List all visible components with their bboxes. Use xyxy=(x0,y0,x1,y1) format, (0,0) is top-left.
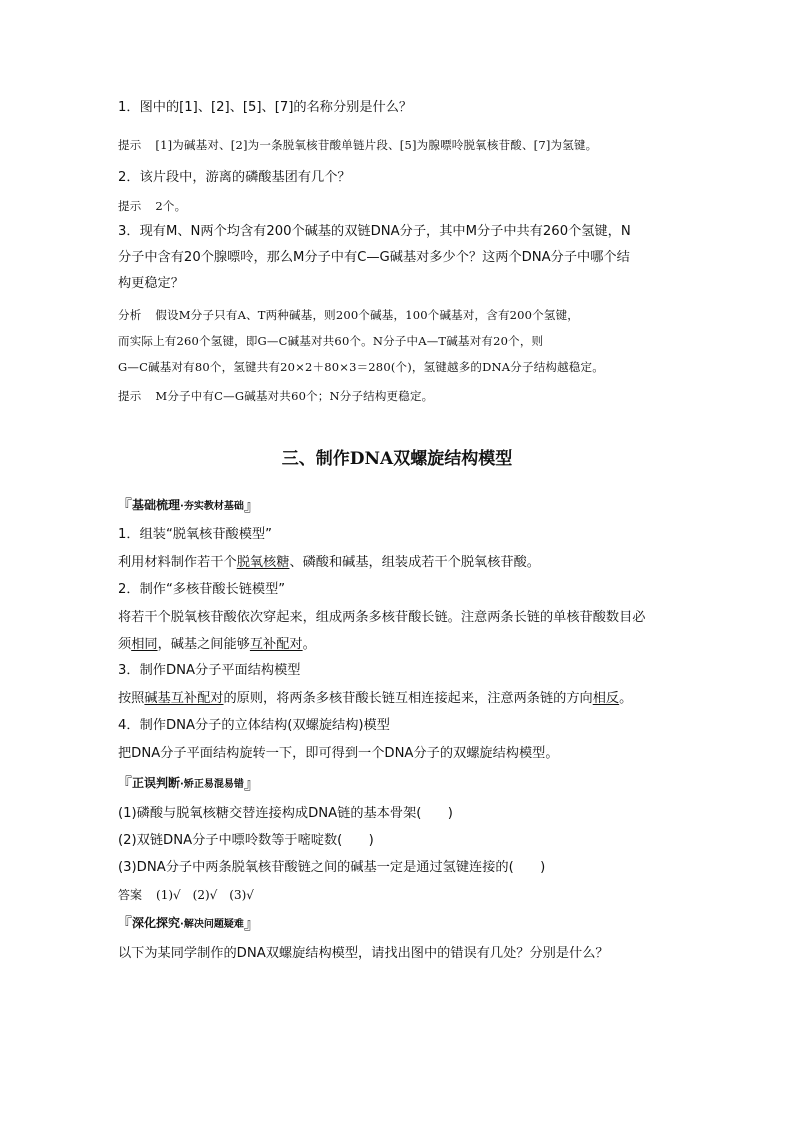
item4-title: 4．制作DNA分子的立体结构(双螺旋结构)模型 xyxy=(118,718,390,733)
text-part: 。 xyxy=(619,691,633,706)
tip-label: 提示 xyxy=(118,199,142,213)
text-part: ，碱基之间能够 xyxy=(157,637,250,652)
q1-question: 1．图中的[1]、[2]、[5]、[7]的名称分别是什么？ xyxy=(118,100,413,115)
bracket-open: 『 xyxy=(116,914,133,933)
analysis-label: 分析 xyxy=(118,308,142,322)
underlined-answer: 脱氧核糖 xyxy=(236,555,290,570)
q2-question: 2．该片段中，游离的磷酸基团有几个？ xyxy=(118,170,351,185)
underlined-answer: 相同 xyxy=(131,637,158,652)
bracket-open: 『 xyxy=(116,496,133,515)
section-basic-label xyxy=(116,496,260,516)
section-explore-label xyxy=(116,914,260,934)
underlined-answer: 碱基互补配对 xyxy=(144,691,224,706)
section-explore-title: 深化探究 xyxy=(132,916,181,930)
tip-text: 2个。 xyxy=(155,199,187,213)
item3-title: 3．制作DNA分子平面结构模型 xyxy=(118,663,301,678)
q3-question-line3: 构更稳定？ xyxy=(118,276,184,291)
bracket-close: 』 xyxy=(243,914,260,933)
item2-title: 2．制作“多核苷酸长链模型” xyxy=(118,582,286,597)
item1-title: 1．组装“脱氧核苷酸模型” xyxy=(118,527,272,542)
bracket-open: 『 xyxy=(116,774,133,793)
section-judge-sub: ·矫正易混易错 xyxy=(180,779,244,790)
text-part: 按照 xyxy=(118,691,145,706)
tip-text: M分子中有C—G碱基对共60个；N分子结构更稳定。 xyxy=(155,389,434,403)
text-part: 须 xyxy=(118,637,132,652)
item1-text xyxy=(118,553,540,573)
section-judge-title: 正误判断 xyxy=(132,776,181,790)
underlined-answer: 互补配对 xyxy=(249,637,303,652)
item4-text: 把DNA分子平面结构旋转一下，即可得到一个DNA分子的双螺旋结构模型。 xyxy=(118,746,559,761)
section-basic-title: 基础梳理 xyxy=(132,498,181,512)
bracket-close: 』 xyxy=(243,496,260,515)
answer-text: (1)√ (2)√ (3)√ xyxy=(156,888,254,902)
answer-label: 答案 xyxy=(118,888,143,902)
judge-statement-3: (3)DNA分子中两条脱氧核苷酸链之间的碱基一定是通过氢键连接的( ) xyxy=(118,860,546,875)
q3-analysis-line2: 而实际上有260个氢键，即G—C碱基对共60个。N分子中A—T碱基对有20个，则 xyxy=(118,334,544,348)
section-title: 三、制作DNA双螺旋结构模型 xyxy=(281,449,513,469)
q1-tip xyxy=(118,135,597,155)
item2-line2 xyxy=(118,635,316,655)
q3-analysis-line3: G—C碱基对有80个，氢键共有20×2＋80×3＝280(个)，氢键越多的DNA分子结构越稳定。 xyxy=(118,360,604,374)
judge-answer xyxy=(118,885,254,905)
section-explore-sub: ·解决问题疑难 xyxy=(180,919,244,930)
section-basic-sub: ·夯实教材基础 xyxy=(180,501,244,512)
tip-text: [1]为碱基对、[2]为一条脱氧核苷酸单链片段、[5]为腺嘌呤脱氧核苷酸、[7]为氢键。 xyxy=(155,138,598,152)
text-part: 利用材料制作若干个 xyxy=(118,555,237,570)
judge-statement-2: (2)双链DNA分子中嘌呤数等于嘧啶数( ) xyxy=(118,833,374,848)
tip-label: 提示 xyxy=(118,389,142,403)
q3-question-line1: 3．现有M、N两个均含有200个碱基的双链DNA分子，其中M分子中共有260个氢键，N xyxy=(118,224,631,239)
underlined-answer: 相反 xyxy=(592,691,620,706)
text-part: 、磷酸和碱基，组装成若干个脱氧核苷酸。 xyxy=(289,555,540,570)
text-part: 的原则，将两条多核苷酸长链互相连接起来，注意两条链的方向 xyxy=(223,691,593,706)
item2-line1: 将若干个脱氧核苷酸依次穿起来，组成两条多核苷酸长链。注意两条长链的单核苷酸数目必 xyxy=(118,610,646,625)
explore-text: 以下为某同学制作的DNA双螺旋结构模型，请找出图中的错误有几处？分别是什么？ xyxy=(118,946,609,961)
bracket-close: 』 xyxy=(243,774,260,793)
tip-label: 提示 xyxy=(118,138,142,152)
item3-text xyxy=(118,689,632,709)
text-part: 。 xyxy=(302,637,316,652)
q3-question-line2: 分子中含有20个腺嘌呤，那么M分子中有C—G碱基对多少个？这两个DNA分子中哪个结 xyxy=(118,250,630,265)
section-judge-label xyxy=(116,774,260,794)
q2-tip xyxy=(118,196,186,216)
q3-tip xyxy=(118,386,433,406)
judge-statement-1: (1)磷酸与脱氧核糖交替连接构成DNA链的基本骨架( ) xyxy=(118,806,453,821)
analysis-text: 假设M分子只有A、T两种碱基，则200个碱基，100个碱基对，含有200个氢键， xyxy=(155,308,580,322)
q3-analysis-line1 xyxy=(118,305,579,325)
